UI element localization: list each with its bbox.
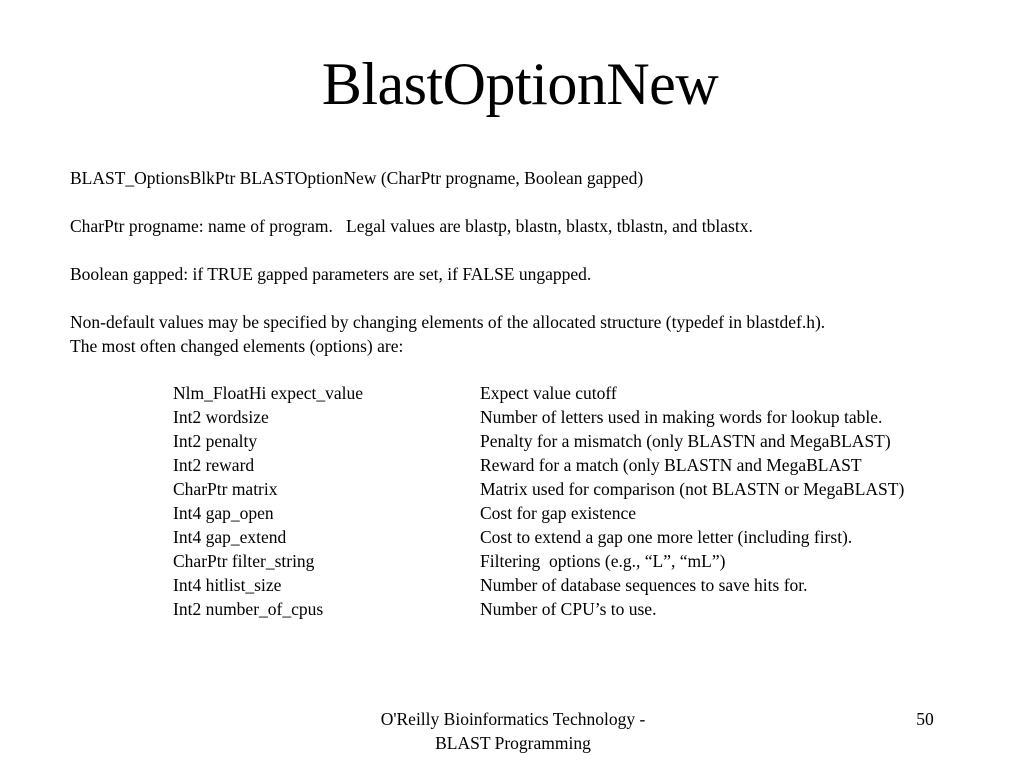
- option-description: Filtering options (e.g., “L”, “mL”): [480, 551, 726, 571]
- option-description: Reward for a match (only BLASTN and MegaBLAST: [480, 455, 862, 475]
- option-row: [173, 573, 993, 597]
- option-name: Int4 hitlist_size: [173, 575, 282, 595]
- option-row: [173, 549, 993, 573]
- options-intro-text: The most often changed elements (options) are:: [70, 336, 404, 356]
- option-description: Cost for gap existence: [480, 503, 636, 523]
- footer-line-1: O'Reilly Bioinformatics Technology -: [380, 709, 646, 729]
- option-name: Nlm_FloatHi expect_value: [173, 383, 364, 403]
- option-name: CharPtr filter_string: [173, 551, 315, 571]
- option-name: Int2 reward: [173, 455, 255, 475]
- option-row: [173, 381, 993, 405]
- option-row: [173, 525, 993, 549]
- option-description: Penalty for a mismatch (only BLASTN and MegaBLAST): [480, 431, 891, 451]
- option-row: [173, 501, 993, 525]
- option-name: CharPtr matrix: [173, 479, 278, 499]
- option-row: [173, 405, 993, 429]
- option-name: Int2 penalty: [173, 431, 258, 451]
- option-description: Number of database sequences to save hits for.: [480, 575, 808, 595]
- option-row: [173, 597, 993, 621]
- spacer: [70, 190, 1000, 214]
- option-row: [173, 453, 993, 477]
- option-description: Number of CPU’s to use.: [480, 599, 657, 619]
- option-name: Int2 number_of_cpus: [173, 599, 324, 619]
- option-name: Int2 wordsize: [173, 407, 269, 427]
- option-name: Int4 gap_open: [173, 503, 274, 523]
- option-row: [173, 477, 993, 501]
- options-table: [173, 381, 993, 621]
- footer-line-2: BLAST Programming: [435, 733, 591, 753]
- option-description: Expect value cutoff: [480, 383, 617, 403]
- slide-footer: [345, 707, 681, 755]
- option-row: [173, 429, 993, 453]
- gapped-description: Boolean gapped: if TRUE gapped parameters are set, if FALSE ungapped.: [70, 264, 592, 284]
- slide-body: [70, 166, 1000, 358]
- option-description: Number of letters used in making words for lookup table.: [480, 407, 883, 427]
- spacer: [70, 286, 1000, 310]
- slide-title: BlastOptionNew: [321, 51, 719, 117]
- function-signature: BLAST_OptionsBlkPtr BLASTOptionNew (CharPtr progname, Boolean gapped): [70, 168, 644, 188]
- option-description: Matrix used for comparison (not BLASTN or MegaBLAST): [480, 479, 905, 499]
- non-default-values-text: Non-default values may be specified by changing elements of the allocated structure (typedef in blastdef.h).: [70, 312, 826, 332]
- progname-description: CharPtr progname: name of program. Legal values are blastp, blastn, blastx, tblastn, and tblastx.: [70, 216, 753, 236]
- spacer: [70, 238, 1000, 262]
- page-number: 50: [916, 709, 934, 729]
- option-description: Cost to extend a gap one more letter (including first).: [480, 527, 853, 547]
- option-name: Int4 gap_extend: [173, 527, 287, 547]
